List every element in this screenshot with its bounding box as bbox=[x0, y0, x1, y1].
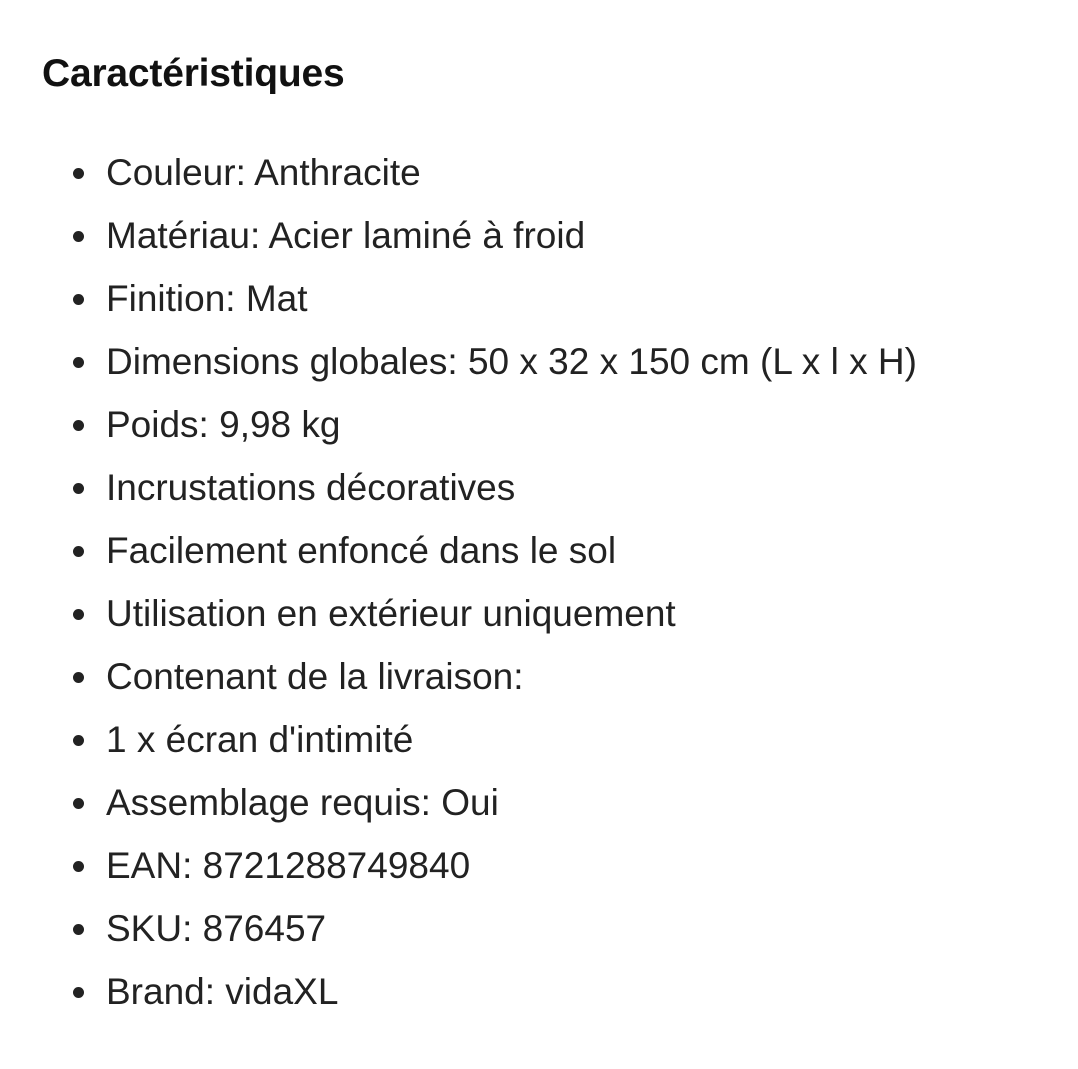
list-item bbox=[42, 267, 1062, 330]
bullet-icon bbox=[73, 546, 84, 557]
bullet-icon bbox=[73, 861, 84, 872]
list-item-text: SKU: 876457 bbox=[106, 908, 327, 949]
list-item bbox=[42, 141, 1062, 204]
list-item bbox=[42, 645, 1062, 708]
bullet-icon bbox=[73, 798, 84, 809]
list-item-text: Poids: 9,98 kg bbox=[106, 404, 341, 445]
list-item-text: 1 x écran d'intimité bbox=[106, 719, 414, 760]
list-item-text: Contenant de la livraison: bbox=[106, 656, 524, 697]
list-item bbox=[42, 771, 1062, 834]
list-item-text: EAN: 8721288749840 bbox=[106, 845, 471, 886]
list-item bbox=[42, 582, 1062, 645]
list-item bbox=[42, 834, 1062, 897]
list-item bbox=[42, 456, 1062, 519]
bullet-icon bbox=[73, 168, 84, 179]
list-item-text: Couleur: Anthracite bbox=[106, 152, 421, 193]
list-item bbox=[42, 330, 1062, 393]
list-item-text: Brand: vidaXL bbox=[106, 971, 339, 1012]
bullet-icon bbox=[73, 609, 84, 620]
bullet-icon bbox=[73, 672, 84, 683]
list-item-text: Utilisation en extérieur uniquement bbox=[106, 593, 676, 634]
bullet-icon bbox=[73, 357, 84, 368]
bullet-icon bbox=[73, 735, 84, 746]
list-item bbox=[42, 897, 1062, 960]
bullet-icon bbox=[73, 420, 84, 431]
characteristics-section bbox=[42, 46, 1062, 1012]
list-item bbox=[42, 708, 1062, 771]
characteristics-list bbox=[42, 141, 1062, 1023]
list-item-text: Matériau: Acier laminé à froid bbox=[106, 215, 586, 256]
list-item bbox=[42, 204, 1062, 267]
bullet-icon bbox=[73, 294, 84, 305]
list-item-text: Finition: Mat bbox=[106, 278, 308, 319]
list-item bbox=[42, 393, 1062, 456]
list-item bbox=[42, 960, 1062, 1023]
bullet-icon bbox=[73, 987, 84, 998]
list-item bbox=[42, 519, 1062, 582]
bullet-icon bbox=[73, 231, 84, 242]
bullet-icon bbox=[73, 483, 84, 494]
bullet-icon bbox=[73, 924, 84, 935]
list-item-text: Facilement enfoncé dans le sol bbox=[106, 530, 617, 571]
section-heading: Caractéristiques bbox=[42, 52, 345, 95]
list-item-text: Incrustations décoratives bbox=[106, 467, 516, 508]
list-item-text: Assemblage requis: Oui bbox=[106, 782, 499, 823]
list-item-text: Dimensions globales: 50 x 32 x 150 cm (L x l x H) bbox=[106, 341, 917, 382]
